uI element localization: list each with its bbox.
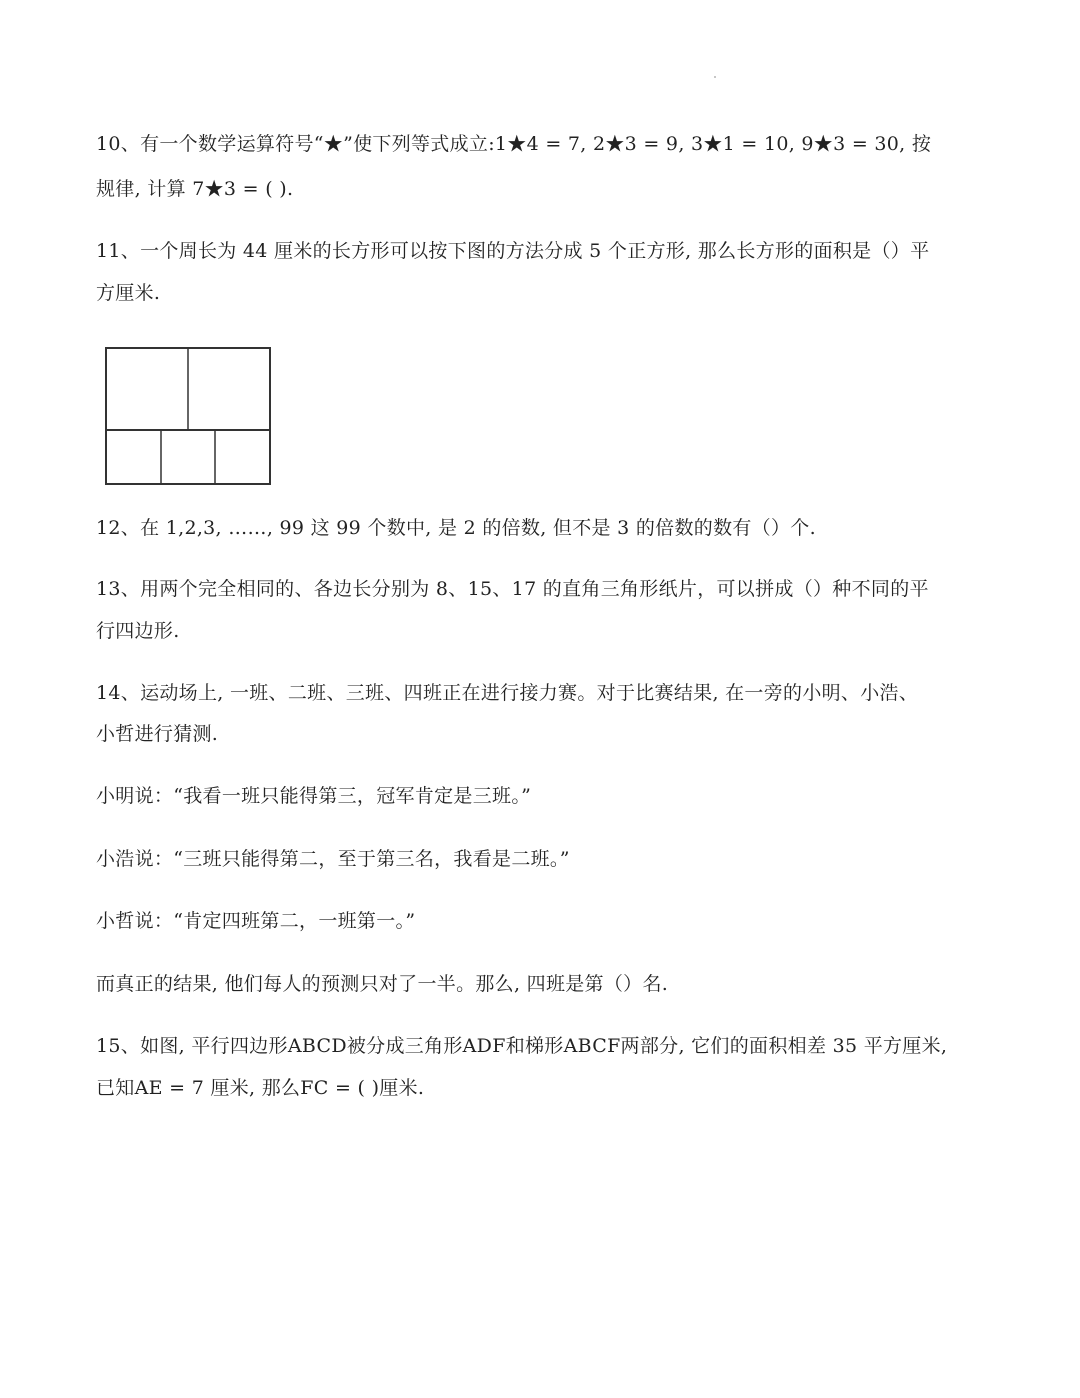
q14-conclusion: 而真正的结果, 他们每人的预测只对了一半。那么, 四班是第（）名. [96,973,669,995]
q12-line-1: 12、在 1,2,3, ……, 99 这 99 个数中, 是 2 的倍数, 但不是 3 的倍数的数有（）个. [96,517,816,539]
q14-xiaozhe-statement: 小哲说：“肯定四班第二，一班第一。” [96,910,416,932]
q14-xiaohao-statement: 小浩说：“三班只能得第二，至于第三名，我看是二班。” [96,848,570,870]
q10-line-1: 10、有一个数学运算符号“★”使下列等式成立:1★4 = 7, 2★3 = 9, 3★1 = 10, 9★3 = 30, 按 [96,133,932,155]
q14-line-2: 小哲进行猜测. [96,723,219,745]
q14-xiaoming-statement: 小明说：“我看一班只能得第三，冠军肯定是三班。” [96,785,532,807]
q14-line-1: 14、运动场上, 一班、二班、三班、四班正在进行接力赛。对于比赛结果, 在一旁的小明、小浩、 [96,682,919,704]
stray-dot [714,76,716,78]
q10-line-2: 规律, 计算 7★3 = ( ). [96,178,294,200]
q15-line-2: 已知AE = 7 厘米, 那么FC = ( )厘米. [96,1077,425,1099]
q15-line-1: 15、如图, 平行四边形ABCD被分成三角形ADF和梯形ABCF两部分, 它们的面积相差 35 平方厘米, [96,1035,948,1057]
rectangle-figure-svg [105,347,271,485]
q11-line-1: 11、一个周长为 44 厘米的长方形可以按下图的方法分成 5 个正方形, 那么长方形的面积是（）平 [96,240,930,262]
q13-line-1: 13、用两个完全相同的、各边长分别为 8、15、17 的直角三角形纸片，可以拼成（）种不同的平 [96,578,929,600]
rectangle-figure [105,347,271,485]
q13-line-2: 行四边形. [96,620,180,642]
q11-line-2: 方厘米. [96,282,161,304]
